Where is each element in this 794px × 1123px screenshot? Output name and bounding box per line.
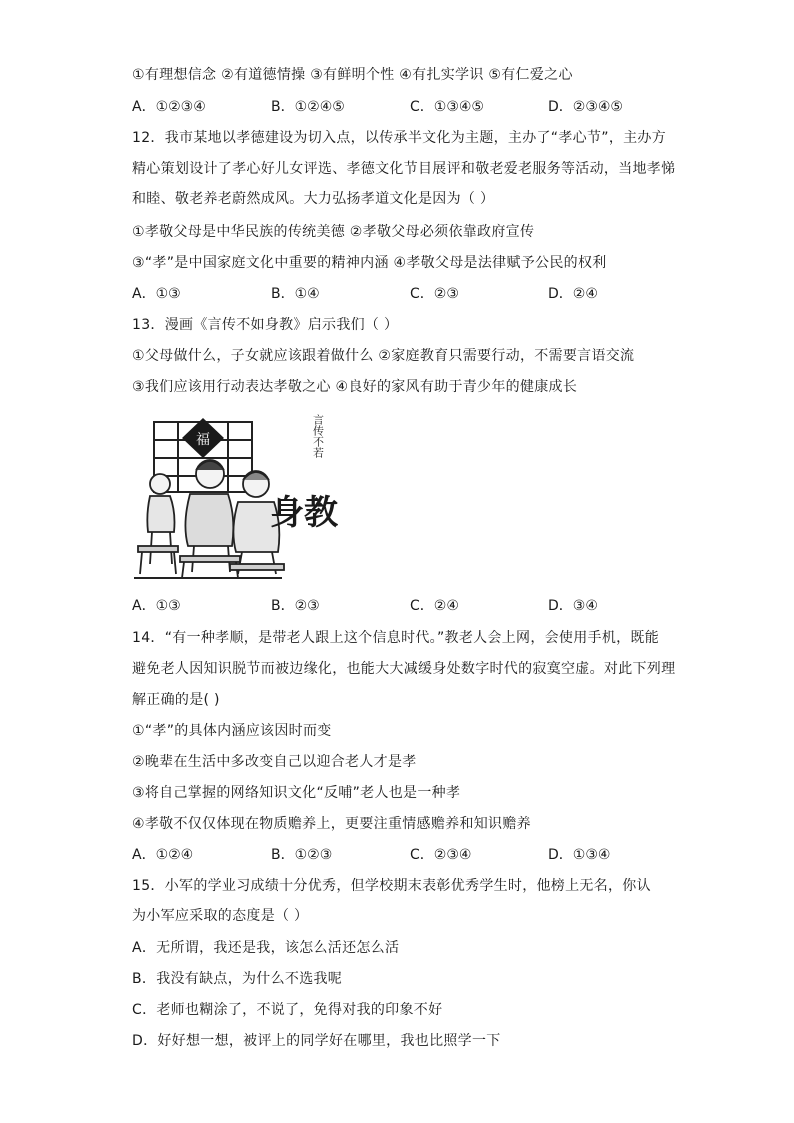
q15-stem-line-2: 为小军应采取的态度是（ ）	[132, 908, 309, 924]
q14-statement-3: ③将自己掌握的网络知识文化“反哺”老人也是一种孝	[132, 785, 461, 801]
q14-option-c[interactable]: C．②③④	[410, 847, 472, 863]
q12-statement-1: ①孝敬父母是中华民族的传统美德 ②孝敬父母必须依靠政府宣传	[132, 224, 535, 240]
cartoon-caption	[270, 414, 339, 533]
q12-option-a[interactable]: A．①③	[132, 286, 181, 302]
q13-option-d[interactable]: D．③④	[548, 598, 598, 614]
q14-stem-line-1: 14．“有一种孝顺，是带老人跟上这个信息时代。”教老人会上网，会使用手机，既能	[132, 630, 660, 646]
child-figure	[138, 474, 178, 574]
q14-stem-line-2: 避免老人因知识脱节而被边缘化，也能大大减缓身处数字时代的寂寞空虚。对此下列理	[132, 661, 676, 677]
fu-sign	[182, 418, 224, 458]
q11-option-c[interactable]: C．①③④⑤	[410, 99, 484, 115]
svg-text:身教: 身教	[270, 493, 338, 533]
q12-statement-2: ③“孝”是中国家庭文化中重要的精神内涵 ④孝敬父母是法律赋予公民的权利	[132, 255, 607, 271]
svg-text:言传不若: 言传不若	[311, 414, 325, 458]
q12-stem-line-3: 和睦、敬老养老蔚然成风。大力弘扬孝道文化是因为（ ）	[132, 191, 495, 207]
q14-option-a[interactable]: A．①②④	[132, 847, 194, 863]
q14-statement-1: ①“孝”的具体内涵应该因时而变	[132, 723, 332, 739]
q13-option-c[interactable]: C．②④	[410, 598, 459, 614]
q13-statement-2: ③我们应该用行动表达孝敬之心 ④良好的家风有助于青少年的健康成长	[132, 379, 578, 395]
q14-statement-4: ④孝敬不仅仅体现在物质赡养上，更要注重情感赡养和知识赡养	[132, 816, 531, 832]
q15-option-d[interactable]: D．好好想一想，被评上的同学好在哪里，我也比照学一下	[132, 1033, 501, 1049]
svg-text:福: 福	[196, 432, 210, 448]
cartoon-illustration	[132, 414, 342, 582]
q14-stem-line-3: 解正确的是( )	[132, 692, 220, 708]
q14-option-d[interactable]: D．①③④	[548, 847, 611, 863]
mother-figure	[180, 460, 240, 578]
q12-stem-line-1: 12．我市某地以孝德建设为切入点，以传承半文化为主题，主办了“孝心节”，主办方	[132, 130, 667, 146]
q13-statement-1: ①父母做什么，子女就应该跟着做什么 ②家庭教育只需要行动，不需要言语交流	[132, 348, 635, 364]
q15-option-b[interactable]: B．我没有缺点，为什么不选我呢	[132, 971, 343, 987]
q15-option-c[interactable]: C．老师也糊涂了，不说了，免得对我的印象不好	[132, 1002, 443, 1018]
q11-statements: ①有理想信念 ②有道德情操 ③有鲜明个性 ④有扎实学识 ⑤有仁爱之心	[132, 67, 573, 83]
q11-option-a[interactable]: A．①②③④	[132, 99, 206, 115]
q13-option-a[interactable]: A．①③	[132, 598, 181, 614]
q11-option-b[interactable]: B．①②④⑤	[271, 99, 345, 115]
q15-option-a[interactable]: A．无所谓，我还是我，该怎么活还怎么活	[132, 940, 400, 956]
q13-stem: 13．漫画《言传不如身教》启示我们（ ）	[132, 317, 399, 333]
q14-statement-2: ②晚辈在生活中多改变自己以迎合老人才是孝	[132, 754, 417, 770]
q12-option-b[interactable]: B．①④	[271, 286, 320, 302]
q14-option-b[interactable]: B．①②③	[271, 847, 333, 863]
q15-stem-line-1: 15．小军的学业习成绩十分优秀，但学校期末表彰优秀学生时，他榜上无名，你认	[132, 878, 651, 894]
q12-stem-line-2: 精心策划设计了孝心好儿女评选、孝德文化节目展评和敬老爱老服务等活动，当地孝悌	[132, 161, 676, 177]
q12-option-d[interactable]: D．②④	[548, 286, 598, 302]
q13-option-b[interactable]: B．②③	[271, 598, 320, 614]
q12-option-c[interactable]: C．②③	[410, 286, 459, 302]
q11-option-d[interactable]: D．②③④⑤	[548, 99, 623, 115]
